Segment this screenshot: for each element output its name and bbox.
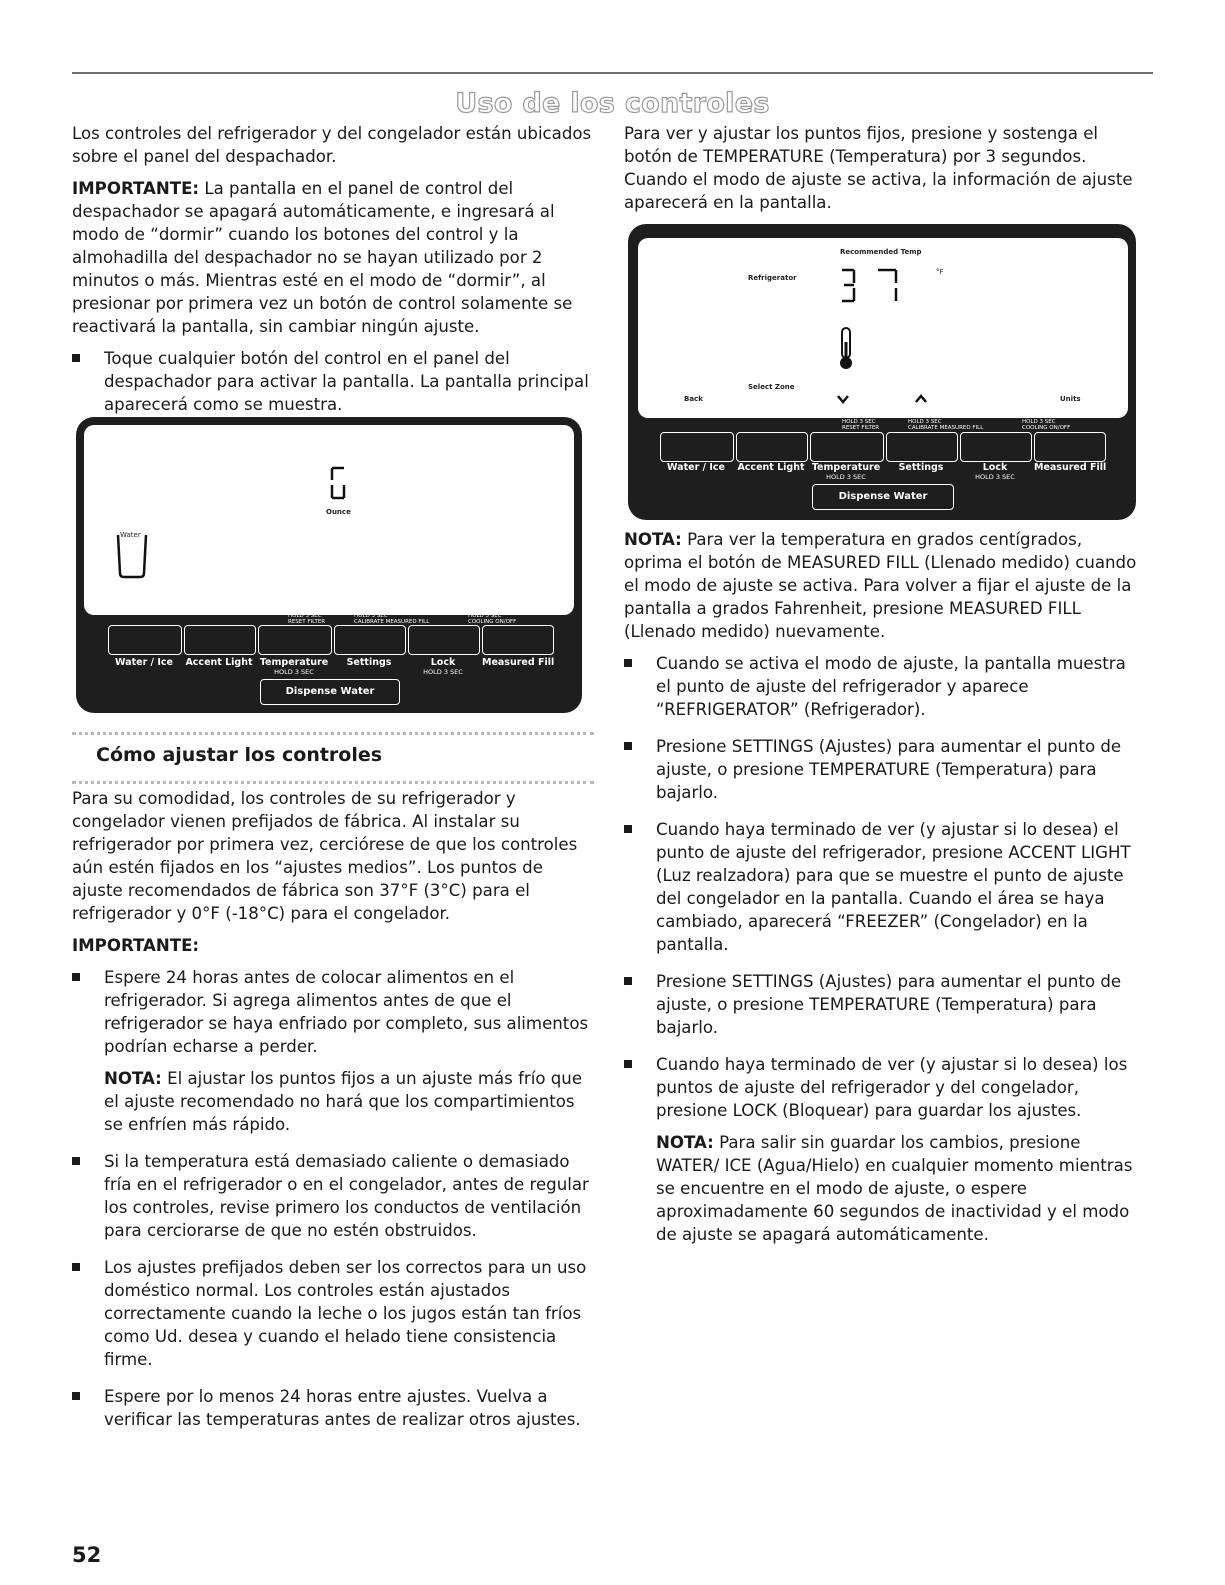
- right-column-top: [624, 122, 1144, 223]
- cup-icon: [114, 533, 150, 579]
- settings-button[interactable]: [334, 625, 406, 655]
- settings-label: Settings: [898, 462, 944, 473]
- nota-centigrade: NOTA: Para ver la temperatura en grados centígrados, oprima el botón de MEASURED FILL (Llenado medido) cuando el modo de ajuste se activa. Para volver a fijar el ajuste de la pantalla a grados Fahrenheit, presione MEASURED FILL (Llenado medido) nuevamente.: [624, 530, 1137, 641]
- bullet-adjust-mode: Cuando se activa el modo de ajuste, la pantalla muestra el punto de ajuste del refrigerador y aparece “REFRIGERATOR” (Refrigerador).: [624, 652, 1144, 721]
- measured-fill-button[interactable]: [482, 625, 554, 655]
- temperature-hold-label: HOLD 3 SEC: [274, 668, 314, 676]
- page-number: 52: [72, 1543, 102, 1567]
- temperature-button[interactable]: [258, 625, 332, 655]
- left-column-top: [72, 122, 597, 425]
- main-display-screen: [84, 425, 574, 615]
- measured-fill-label: Measured Fill: [1034, 462, 1107, 473]
- right-column-bottom: [624, 528, 1144, 1255]
- temperature-label: Temperature: [259, 657, 329, 668]
- page-title: Uso de los controles: [455, 88, 770, 119]
- measured-fill-label: Measured Fill: [482, 657, 555, 668]
- dispenser-panel-main: [76, 417, 582, 713]
- strip-reset-filter: HOLD 3 SEC RESET FILTER: [842, 419, 880, 431]
- lock-button[interactable]: [960, 432, 1032, 462]
- adjust-display-screen: [638, 238, 1128, 418]
- bullet-preset: Los ajustes prefijados deben ser los correctos para un uso doméstico normal. Los controles están ajustados correctamente cuando la leche o los jugos están tan fríos como Ud. desea y cuando el helado tiene consistencia firme.: [72, 1256, 597, 1371]
- lock-label: Lock: [430, 657, 456, 668]
- temperature-label: Temperature: [811, 462, 881, 473]
- dispense-water-button[interactable]: Dispense Water: [260, 679, 400, 705]
- bullet-touch: Toque cualquier botón del control en el panel del despachador para activar la pantalla. La pantalla principal aparecerá como se muestra.: [72, 347, 597, 416]
- dispense-water-button[interactable]: Dispense Water: [812, 484, 954, 510]
- important-heading: IMPORTANTE:: [72, 936, 200, 955]
- accent-light-button[interactable]: [736, 432, 808, 462]
- bullet-between: Espere por lo menos 24 horas entre ajustes. Vuelva a verificar las temperaturas antes de realizar otros ajustes.: [72, 1385, 597, 1431]
- strip-cooling: HOLD 3 SEC COOLING ON/OFF: [468, 613, 517, 625]
- bullet-settings-2: Presione SETTINGS (Ajustes) para aumentar el punto de ajuste, o presione TEMPERATURE (Temperatura) para bajarlo.: [624, 970, 1144, 1039]
- settings-label: Settings: [346, 657, 392, 668]
- intro-paragraph: Los controles del refrigerador y del congelador están ubicados sobre el panel del despachador.: [72, 124, 592, 166]
- strip-cooling: HOLD 3 SEC COOLING ON/OFF: [1022, 419, 1071, 431]
- bullet-settings-1: Presione SETTINGS (Ajustes) para aumentar el punto de ajuste, o presione TEMPERATURE (Temperatura) para bajarlo.: [624, 735, 1144, 804]
- lock-button[interactable]: [408, 625, 480, 655]
- measured-fill-button[interactable]: [1034, 432, 1106, 462]
- settings-button[interactable]: [886, 432, 958, 462]
- top-rule: [72, 72, 1153, 74]
- select-zone-label: Select Zone: [748, 383, 795, 391]
- water-ice-label: Water / Ice: [667, 462, 725, 473]
- units-label: Units: [1060, 395, 1081, 403]
- bullet-lock: Cuando haya terminado de ver (y ajustar si lo desea) los puntos de ajuste del refrigerador y del congelador, presione LOCK (Bloquear) para guardar los ajustes.: [624, 1053, 1144, 1122]
- view-paragraph: Para ver y ajustar los puntos fijos, presione y sostenga el botón de TEMPERATURE (Temperatura) por 3 segundos. Cuando el modo de ajuste se activa, la información de ajuste aparecerá en la pantalla.: [624, 124, 1133, 212]
- section-heading-box: [72, 732, 594, 784]
- accent-light-button[interactable]: [184, 625, 256, 655]
- lock-hold-label: HOLD 3 SEC: [975, 473, 1015, 481]
- strip-reset-filter: HOLD 3 SEC RESET FILTER: [288, 613, 326, 625]
- convenience-paragraph: Para su comodidad, los controles de su refrigerador y congelador vienen prefijados de fábrica. Al instalar su refrigerador por primera vez, cerciórese de que los controles aún estén fijados en los “ajustes medios”. Los puntos de ajuste recomendados de fábrica son 37°F (3°C) para el refrigerador y 0°F (-18°C) para el congelador.: [72, 789, 578, 923]
- refrigerator-label: Refrigerator: [748, 274, 797, 282]
- temp-value-digits: [838, 266, 918, 306]
- chevron-up-icon: [914, 394, 928, 404]
- display-digit-graphic: [329, 465, 349, 501]
- left-column-bottom: [72, 787, 597, 1440]
- temperature-button[interactable]: [810, 432, 884, 462]
- bullet-wait-24h: Espere 24 horas antes de colocar alimentos en el refrigerador. Si agrega alimentos antes de que el refrigerador se haya enfriado por completo, sus alimentos podrían echarse a perder.: [72, 966, 597, 1058]
- water-ice-label: Water / Ice: [115, 657, 173, 668]
- water-ice-button[interactable]: [108, 625, 182, 655]
- thermometer-icon: [836, 326, 856, 372]
- nota-colder: NOTA: El ajustar los puntos fijos a un ajuste más frío que el ajuste recomendado no hará que los compartimientos se enfríen más rápido.: [104, 1069, 583, 1134]
- recommended-temp-label: Recommended Temp: [840, 248, 922, 256]
- important-paragraph: [72, 177, 597, 338]
- back-label: Back: [684, 395, 703, 403]
- nota-exit: NOTA: Para salir sin guardar los cambios, presione WATER/ ICE (Agua/Hielo) en cualquier momento mientras se encuentre en el modo de ajuste, o espere aproximadamente 60 segundos de inactividad y el modo de ajuste se apagará automáticamente.: [656, 1133, 1133, 1244]
- chevron-down-icon: [836, 394, 850, 404]
- strip-calibrate: HOLD 3 SEC CALIBRATE MEASURED FILL: [354, 613, 430, 625]
- important-text: La pantalla en el panel de control del despachador se apagará automáticamente, e ingresará al modo de “dormir” cuando los botones del control y la almohadilla del despachador no se hayan utilizado por 2 minutos o más. Mientras esté en el modo de “dormir”, al presionar por primera vez un botón de control solamente se reactivará la pantalla, sin cambiar ningún ajuste.: [72, 179, 573, 336]
- lock-hold-label: HOLD 3 SEC: [423, 668, 463, 676]
- strip-calibrate: HOLD 3 SEC CALIBRATE MEASURED FILL: [908, 419, 984, 431]
- accent-light-label: Accent Light: [737, 462, 805, 473]
- important-label: IMPORTANTE:: [72, 179, 200, 198]
- ounce-label: Ounce: [326, 508, 351, 516]
- accent-light-label: Accent Light: [185, 657, 253, 668]
- water-label: Water: [120, 531, 141, 539]
- lock-label: Lock: [982, 462, 1008, 473]
- section-heading: Cómo ajustar los controles: [96, 744, 383, 766]
- unit-f-label: °F: [936, 268, 944, 276]
- dispenser-panel-adjust: [628, 224, 1136, 520]
- water-ice-button[interactable]: [660, 432, 734, 462]
- bullet-temperature: Si la temperatura está demasiado caliente o demasiado fría en el refrigerador o en el congelador, antes de regular los controles, revise primero los conductos de ventilación para cerciorarse de que no estén obstruidos.: [72, 1150, 597, 1242]
- bullet-accent-light: Cuando haya terminado de ver (y ajustar si lo desea) el punto de ajuste del refrigerador, presione ACCENT LIGHT (Luz realzadora) para que se muestre el punto de ajuste del congelador en la pantalla. Cuando el área se haya cambiado, aparecerá “FREEZER” (Congelador) en la pantalla.: [624, 818, 1144, 956]
- temperature-hold-label: HOLD 3 SEC: [826, 473, 866, 481]
